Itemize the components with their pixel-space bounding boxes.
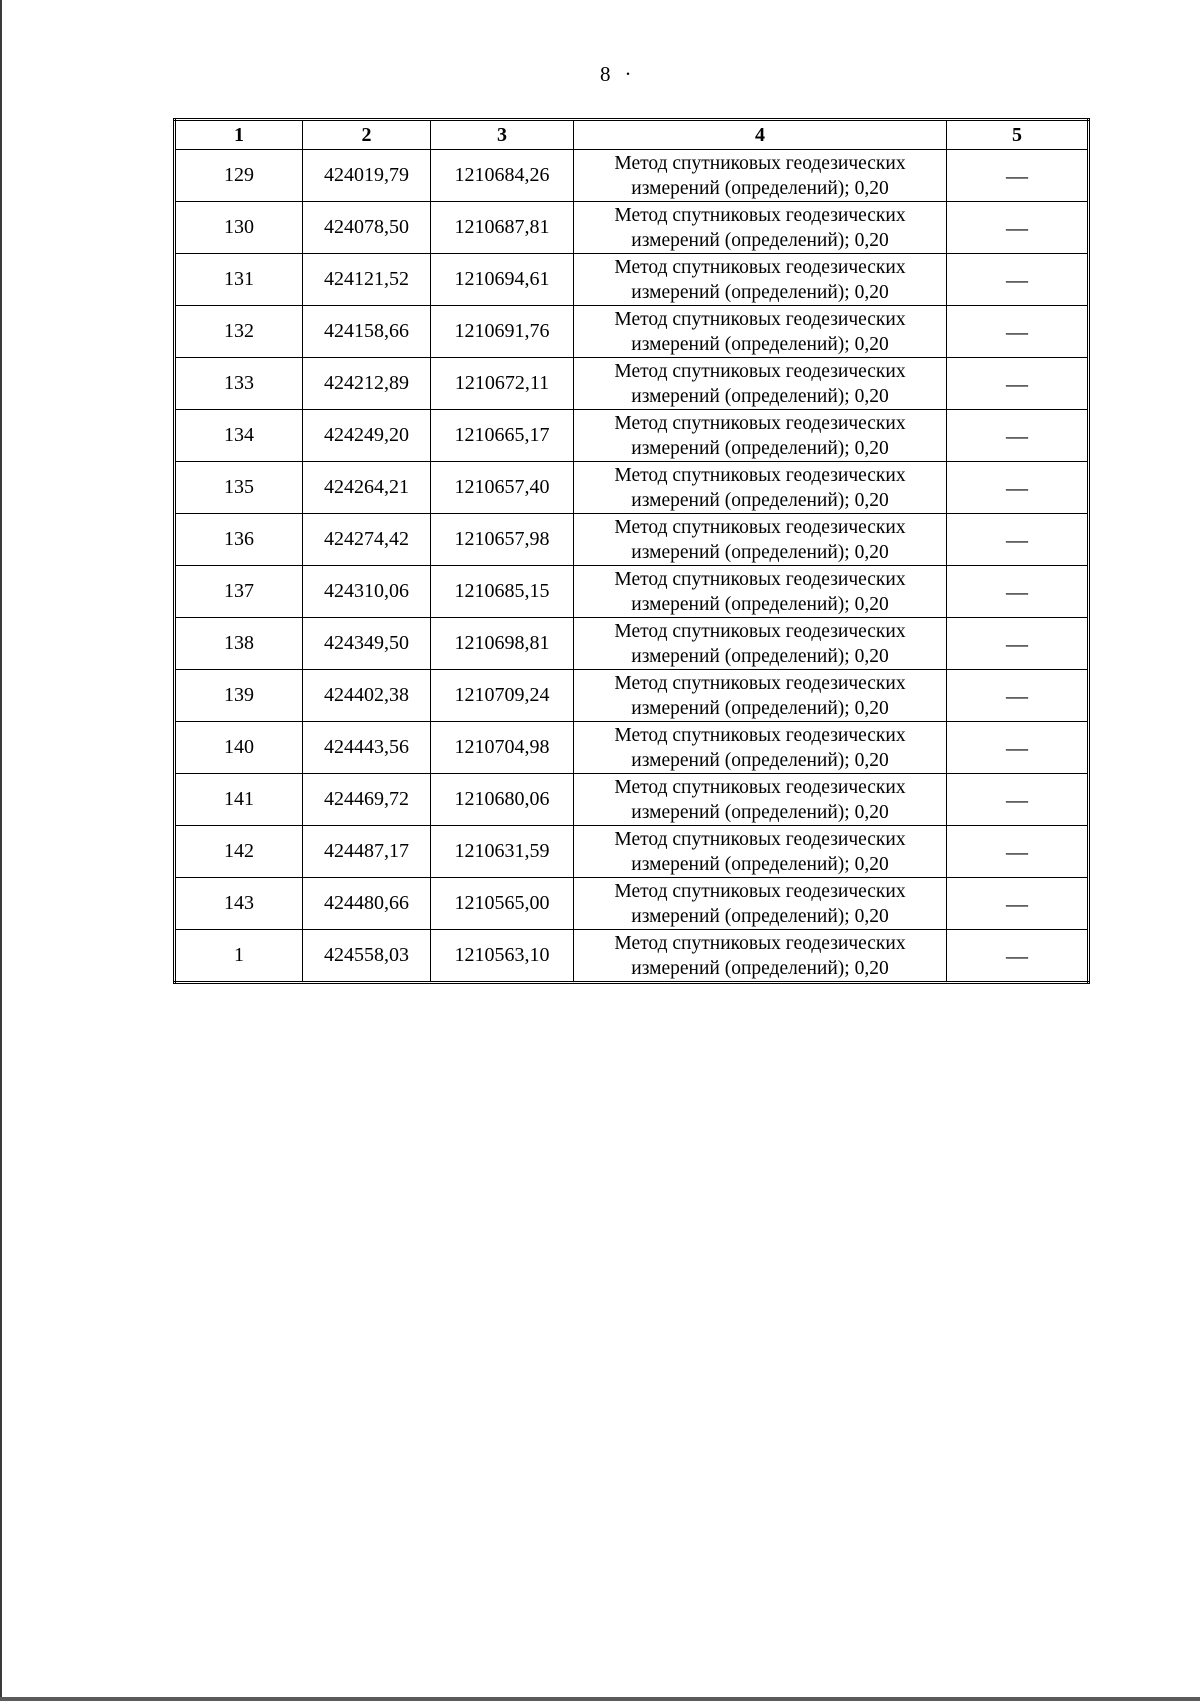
method-line-2: измерений (определений); 0,20 — [631, 749, 889, 771]
x-coordinate-cell: 424264,21 — [303, 462, 431, 514]
method-line-1: Метод спутниковых геодезических — [614, 776, 906, 798]
table-row — [175, 202, 1089, 254]
table-row — [175, 514, 1089, 566]
method-line-2: измерений (определений); 0,20 — [631, 905, 889, 927]
method-cell — [574, 618, 947, 670]
note-cell: — — [947, 618, 1089, 670]
method-line-1: Метод спутниковых геодезических — [614, 360, 906, 382]
x-coordinate-cell: 424349,50 — [303, 618, 431, 670]
x-coordinate-cell: 424402,38 — [303, 670, 431, 722]
note-cell: — — [947, 462, 1089, 514]
method-line-2: измерений (определений); 0,20 — [631, 593, 889, 615]
point-cell: 140 — [175, 722, 303, 774]
table-row — [175, 254, 1089, 306]
page-number — [600, 62, 660, 87]
method-cell — [574, 930, 947, 983]
note-cell: — — [947, 566, 1089, 618]
x-coordinate-cell: 424469,72 — [303, 774, 431, 826]
note-cell: — — [947, 202, 1089, 254]
x-coordinate-cell: 424310,06 — [303, 566, 431, 618]
table-row — [175, 930, 1089, 983]
table-row — [175, 150, 1089, 202]
method-line-2: измерений (определений); 0,20 — [631, 541, 889, 563]
y-coordinate-cell: 1210704,98 — [431, 722, 574, 774]
point-cell: 137 — [175, 566, 303, 618]
point-cell: 129 — [175, 150, 303, 202]
method-line-1: Метод спутниковых геодезических — [614, 932, 906, 954]
y-coordinate-cell: 1210698,81 — [431, 618, 574, 670]
table-row — [175, 826, 1089, 878]
method-line-1: Метод спутниковых геодезических — [614, 568, 906, 590]
note-cell: — — [947, 878, 1089, 930]
method-line-2: измерений (определений); 0,20 — [631, 437, 889, 459]
point-cell: 131 — [175, 254, 303, 306]
point-cell: 138 — [175, 618, 303, 670]
point-cell: 136 — [175, 514, 303, 566]
method-line-1: Метод спутниковых геодезических — [614, 464, 906, 486]
method-cell — [574, 202, 947, 254]
scan-edge-bottom — [0, 1697, 1200, 1701]
method-cell — [574, 878, 947, 930]
note-cell: — — [947, 722, 1089, 774]
y-coordinate-cell: 1210672,11 — [431, 358, 574, 410]
point-cell: 142 — [175, 826, 303, 878]
column-header-4: 4 — [574, 120, 947, 150]
method-line-1: Метод спутниковых геодезических — [614, 204, 906, 226]
table-row — [175, 358, 1089, 410]
table-row — [175, 722, 1089, 774]
x-coordinate-cell: 424019,79 — [303, 150, 431, 202]
method-line-2: измерений (определений); 0,20 — [631, 489, 889, 511]
x-coordinate-cell: 424274,42 — [303, 514, 431, 566]
y-coordinate-cell: 1210685,15 — [431, 566, 574, 618]
x-coordinate-cell: 424443,56 — [303, 722, 431, 774]
table-row — [175, 670, 1089, 722]
table-header-row — [175, 120, 1089, 150]
column-header-5: 5 — [947, 120, 1089, 150]
y-coordinate-cell: 1210565,00 — [431, 878, 574, 930]
table-row — [175, 774, 1089, 826]
method-cell — [574, 410, 947, 462]
method-cell — [574, 150, 947, 202]
column-header-3: 3 — [431, 120, 574, 150]
x-coordinate-cell: 424480,66 — [303, 878, 431, 930]
method-line-1: Метод спутниковых геодезических — [614, 516, 906, 538]
point-cell: 130 — [175, 202, 303, 254]
note-cell: — — [947, 774, 1089, 826]
scan-edge-left — [0, 0, 2, 1701]
method-cell — [574, 722, 947, 774]
y-coordinate-cell: 1210631,59 — [431, 826, 574, 878]
method-cell — [574, 306, 947, 358]
method-cell — [574, 254, 947, 306]
y-coordinate-cell: 1210694,61 — [431, 254, 574, 306]
coordinates-table — [173, 118, 1090, 984]
table-row — [175, 566, 1089, 618]
method-cell — [574, 462, 947, 514]
method-line-2: измерений (определений); 0,20 — [631, 957, 889, 979]
method-line-1: Метод спутниковых геодезических — [614, 620, 906, 642]
point-cell: 133 — [175, 358, 303, 410]
x-coordinate-cell: 424558,03 — [303, 930, 431, 983]
table-row — [175, 410, 1089, 462]
method-line-2: измерений (определений); 0,20 — [631, 333, 889, 355]
method-line-1: Метод спутниковых геодезических — [614, 724, 906, 746]
point-cell: 139 — [175, 670, 303, 722]
method-line-2: измерений (определений); 0,20 — [631, 385, 889, 407]
point-cell: 1 — [175, 930, 303, 983]
y-coordinate-cell: 1210691,76 — [431, 306, 574, 358]
method-line-1: Метод спутниковых геодезических — [614, 828, 906, 850]
y-coordinate-cell: 1210680,06 — [431, 774, 574, 826]
method-line-2: измерений (определений); 0,20 — [631, 697, 889, 719]
note-cell: — — [947, 514, 1089, 566]
x-coordinate-cell: 424212,89 — [303, 358, 431, 410]
method-line-2: измерений (определений); 0,20 — [631, 645, 889, 667]
point-cell: 141 — [175, 774, 303, 826]
note-cell: — — [947, 150, 1089, 202]
x-coordinate-cell: 424487,17 — [303, 826, 431, 878]
method-line-1: Метод спутниковых геодезических — [614, 672, 906, 694]
y-coordinate-cell: 1210563,10 — [431, 930, 574, 983]
table-row — [175, 878, 1089, 930]
page-mark: · — [624, 62, 632, 86]
method-cell — [574, 566, 947, 618]
note-cell: — — [947, 306, 1089, 358]
table-row — [175, 618, 1089, 670]
method-line-2: измерений (определений); 0,20 — [631, 229, 889, 251]
point-cell: 132 — [175, 306, 303, 358]
note-cell: — — [947, 826, 1089, 878]
y-coordinate-cell: 1210684,26 — [431, 150, 574, 202]
note-cell: — — [947, 254, 1089, 306]
y-coordinate-cell: 1210709,24 — [431, 670, 574, 722]
point-cell: 143 — [175, 878, 303, 930]
point-cell: 134 — [175, 410, 303, 462]
y-coordinate-cell: 1210657,98 — [431, 514, 574, 566]
method-line-2: измерений (определений); 0,20 — [631, 281, 889, 303]
point-cell: 135 — [175, 462, 303, 514]
page-number-value: 8 — [600, 62, 611, 86]
note-cell: — — [947, 410, 1089, 462]
x-coordinate-cell: 424249,20 — [303, 410, 431, 462]
x-coordinate-cell: 424121,52 — [303, 254, 431, 306]
table-row — [175, 462, 1089, 514]
column-header-2: 2 — [303, 120, 431, 150]
method-cell — [574, 514, 947, 566]
method-cell — [574, 670, 947, 722]
method-line-2: измерений (определений); 0,20 — [631, 177, 889, 199]
table-body — [175, 150, 1089, 983]
note-cell: — — [947, 930, 1089, 983]
method-line-1: Метод спутниковых геодезических — [614, 256, 906, 278]
method-line-1: Метод спутниковых геодезических — [614, 152, 906, 174]
method-line-1: Метод спутниковых геодезических — [614, 308, 906, 330]
note-cell: — — [947, 670, 1089, 722]
note-cell: — — [947, 358, 1089, 410]
method-line-2: измерений (определений); 0,20 — [631, 853, 889, 875]
method-line-2: измерений (определений); 0,20 — [631, 801, 889, 823]
y-coordinate-cell: 1210687,81 — [431, 202, 574, 254]
y-coordinate-cell: 1210665,17 — [431, 410, 574, 462]
x-coordinate-cell: 424158,66 — [303, 306, 431, 358]
method-cell — [574, 774, 947, 826]
x-coordinate-cell: 424078,50 — [303, 202, 431, 254]
table-row — [175, 306, 1089, 358]
method-cell — [574, 358, 947, 410]
y-coordinate-cell: 1210657,40 — [431, 462, 574, 514]
method-cell — [574, 826, 947, 878]
column-header-1: 1 — [175, 120, 303, 150]
method-line-1: Метод спутниковых геодезических — [614, 880, 906, 902]
method-line-1: Метод спутниковых геодезических — [614, 412, 906, 434]
